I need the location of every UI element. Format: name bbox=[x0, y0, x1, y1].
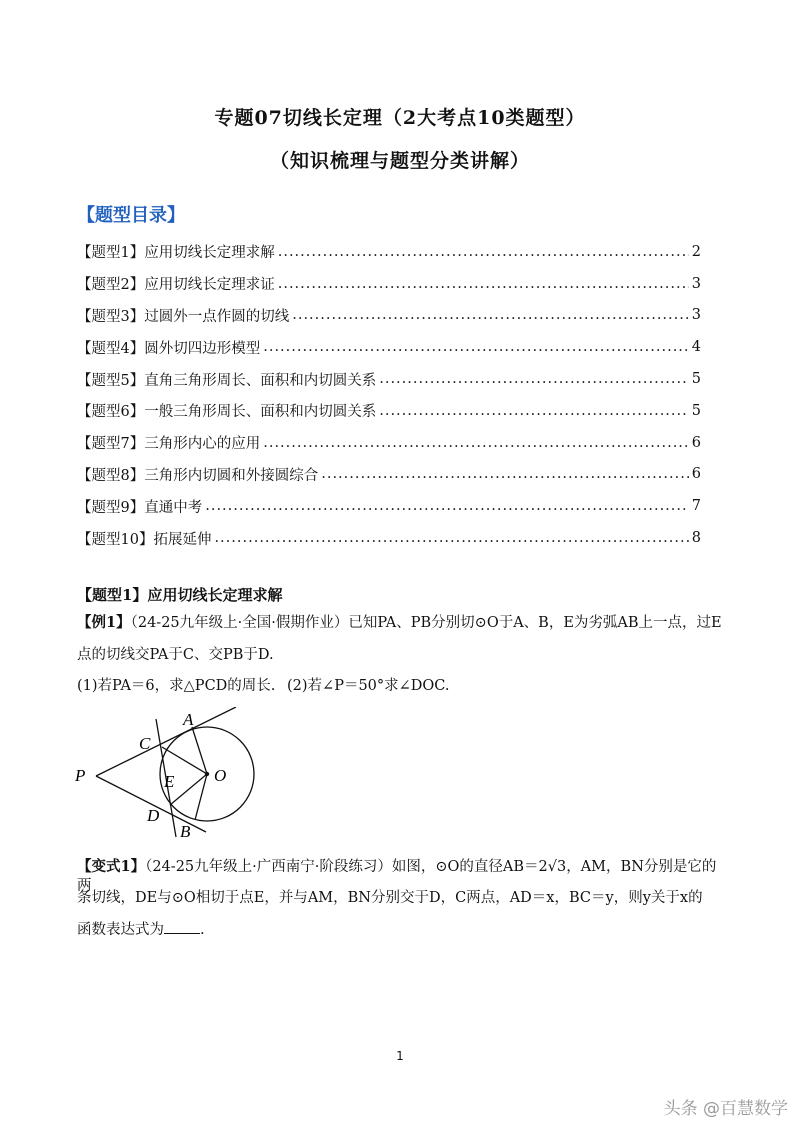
variant-1-line-2: 条切线，DE与⊙O相切于点E，并与AM，BN分别交于D，C两点，AD＝x，BC＝y，则y关于x的 bbox=[77, 890, 703, 906]
example-tag: 【例1】 bbox=[77, 614, 131, 631]
toc-item[interactable] bbox=[77, 522, 701, 554]
radii-oa-ob bbox=[192, 727, 207, 820]
watermark: 头条 @百慧数学 bbox=[663, 1099, 788, 1119]
toc-item[interactable] bbox=[77, 236, 701, 268]
toc-item[interactable] bbox=[77, 268, 701, 300]
label-p: P bbox=[75, 766, 86, 785]
variant-text: （24-25九年级上·广西南宁·阶段练习）如图，⊙O的直径AB＝2√3，AM，BN分别是它的两 bbox=[77, 859, 717, 894]
toc-item-page: 3 bbox=[691, 307, 701, 324]
variant-tag: 【变式1】 bbox=[77, 858, 146, 875]
toc-item-label: 【题型5】直角三角形周长、面积和内切圆关系 bbox=[77, 372, 377, 389]
variant-1-line-3: 函数表达式为 . bbox=[77, 919, 725, 940]
label-e: E bbox=[164, 772, 175, 791]
toc-leader-dots bbox=[379, 371, 689, 387]
tangent-geometry-figure bbox=[66, 707, 266, 842]
example-1-line-1 bbox=[77, 613, 725, 633]
toc-item[interactable] bbox=[77, 331, 701, 363]
toc-item-label: 【题型4】圆外切四边形模型 bbox=[77, 340, 261, 357]
variant-text-end: 函数表达式为 bbox=[77, 922, 164, 938]
example-text: （24-25九年级上·全国·假期作业）已知PA、PB分别切⊙O于A、B，E为劣弧AB上一点，过E bbox=[130, 615, 722, 631]
toc-item-page: 5 bbox=[691, 371, 701, 388]
toc-item-label: 【题型6】一般三角形周长、面积和内切圆关系 bbox=[77, 404, 377, 421]
page-number: 1 bbox=[396, 1049, 404, 1063]
toc-leader-dots bbox=[379, 403, 689, 419]
toc-item-page: 8 bbox=[691, 530, 701, 547]
toc-item-page: 3 bbox=[691, 275, 701, 292]
toc-leader-dots bbox=[321, 466, 689, 482]
question-1: (1)若PA＝6，求△PCD的周长. bbox=[77, 678, 276, 694]
section-heading: 【题型1】应用切线长定理求解 bbox=[77, 586, 283, 604]
toc-leader-dots bbox=[263, 435, 689, 451]
toc-leader-dots bbox=[214, 530, 688, 546]
toc-item-page: 6 bbox=[691, 434, 701, 451]
toc-item-page: 6 bbox=[691, 466, 701, 483]
toc-item-label: 【题型8】三角形内切圆和外接圆综合 bbox=[77, 467, 319, 484]
toc-item[interactable] bbox=[77, 395, 701, 427]
answer-blank bbox=[164, 919, 200, 934]
toc-item[interactable] bbox=[77, 363, 701, 395]
toc-item[interactable] bbox=[77, 427, 701, 459]
label-d: D bbox=[147, 806, 160, 825]
toc-item-page: 2 bbox=[691, 243, 701, 260]
toc-leader-dots bbox=[278, 276, 689, 292]
label-a: A bbox=[183, 710, 194, 729]
toc-item-label: 【题型3】过圆外一点作圆的切线 bbox=[77, 308, 290, 325]
toc-heading: 【题型目录】 bbox=[77, 205, 185, 226]
toc-item-label: 【题型1】应用切线长定理求解 bbox=[77, 245, 275, 262]
toc-item-label: 【题型7】三角形内心的应用 bbox=[77, 436, 261, 453]
document-subtitle: （知识梳理与题型分类讲解） bbox=[269, 150, 530, 172]
document-title: 专题07切线长定理（2大考点10类题型） bbox=[214, 107, 586, 129]
toc-leader-dots bbox=[263, 339, 689, 355]
toc-item[interactable] bbox=[77, 490, 701, 522]
label-c: C bbox=[139, 734, 151, 753]
toc-item-label: 【题型9】直通中考 bbox=[77, 499, 203, 516]
toc-item[interactable] bbox=[77, 300, 701, 332]
label-o: O bbox=[214, 766, 227, 785]
toc-leader-dots bbox=[278, 244, 689, 260]
table-of-contents bbox=[77, 236, 701, 554]
example-1-line-2: 点的切线交PA于C、交PB于D. bbox=[77, 647, 274, 663]
toc-item-page: 7 bbox=[691, 498, 701, 515]
question-2: (2)若∠P＝50°求∠DOC. bbox=[287, 678, 450, 694]
toc-item-page: 4 bbox=[691, 339, 701, 356]
toc-leader-dots bbox=[292, 307, 689, 323]
toc-item-page: 5 bbox=[691, 402, 701, 419]
toc-item-label: 【题型2】应用切线长定理求证 bbox=[77, 277, 275, 294]
label-b: B bbox=[180, 822, 191, 841]
toc-leader-dots bbox=[205, 498, 689, 514]
toc-item[interactable] bbox=[77, 459, 701, 491]
toc-item-label: 【题型10】拓展延伸 bbox=[77, 531, 212, 548]
center-point bbox=[205, 772, 209, 776]
